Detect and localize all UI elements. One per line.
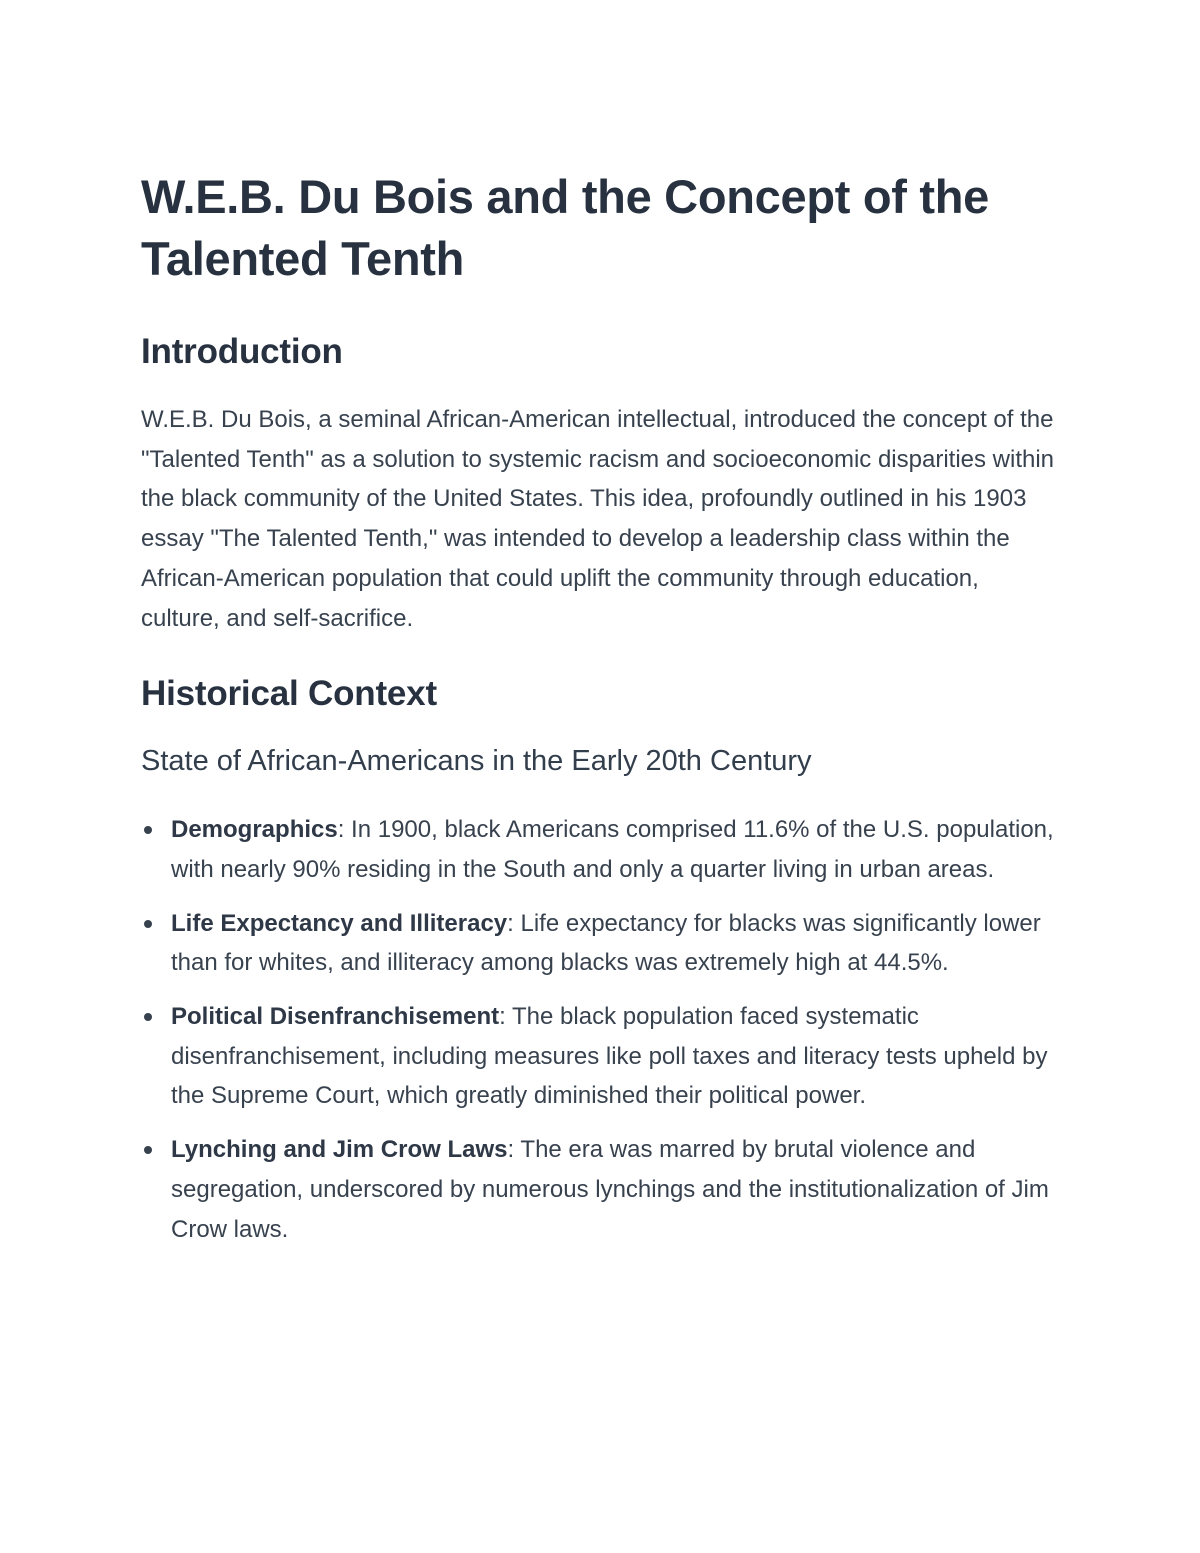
list-item: [141, 904, 1061, 983]
bullet-icon: [144, 1013, 152, 1021]
list-item-text: : Life expectancy for blacks was significantly lower than for whites, and illiteracy among blacks was extremely high at 44.5%.: [171, 909, 1041, 977]
list-item: [141, 1130, 1061, 1249]
list-item: [141, 997, 1061, 1116]
list-item-text: : The era was marred by brutal violence and segregation, underscored by numerous lynchings and the institutionalization of Jim Crow laws.: [171, 1136, 1049, 1243]
list-item-text: : The black population faced systematic disenfranchisement, including measures like poll taxes and literacy tests upheld by the Supreme Court, which greatly diminished their political power.: [171, 1003, 1048, 1110]
document-title: W.E.B. Du Bois and the Concept of the Talented Tenth: [141, 170, 989, 285]
bullet-icon: [144, 826, 152, 834]
section-heading-historical-context: Historical Context: [141, 674, 437, 714]
historical-context-list: [141, 810, 1061, 1249]
list-item-term: Life Expectancy and Illiteracy: [171, 909, 508, 937]
list-item-text: : In 1900, black Americans comprised 11.6% of the U.S. population, with nearly 90% residing in the South and only a quarter living in urban areas.: [171, 816, 1054, 883]
bullet-icon: [144, 920, 152, 928]
bullet-icon: [144, 1146, 152, 1154]
list-item-term: Demographics: [171, 816, 338, 844]
document-page: [141, 166, 1061, 1263]
list-item-term: Political Disenfranchisement: [171, 1003, 500, 1031]
introduction-paragraph: W.E.B. Du Bois, a seminal African-American intellectual, introduced the concept of the "Talented Tenth" as a solution to systemic racism and socioeconomic disparities within the black community of the United States. This idea, profoundly outlined in his 1903 essay "The Talented Tenth," was intended to develop a leadership class within the African-American population that could uplift the community through education, culture, and self-sacrifice.: [141, 406, 1055, 632]
section-heading-introduction: Introduction: [141, 332, 343, 371]
list-item: [141, 810, 1061, 889]
list-item-term: Lynching and Jim Crow Laws: [171, 1136, 508, 1164]
subheading-state-of-african-americans: State of African-Americans in the Early 20th Century: [141, 745, 812, 778]
